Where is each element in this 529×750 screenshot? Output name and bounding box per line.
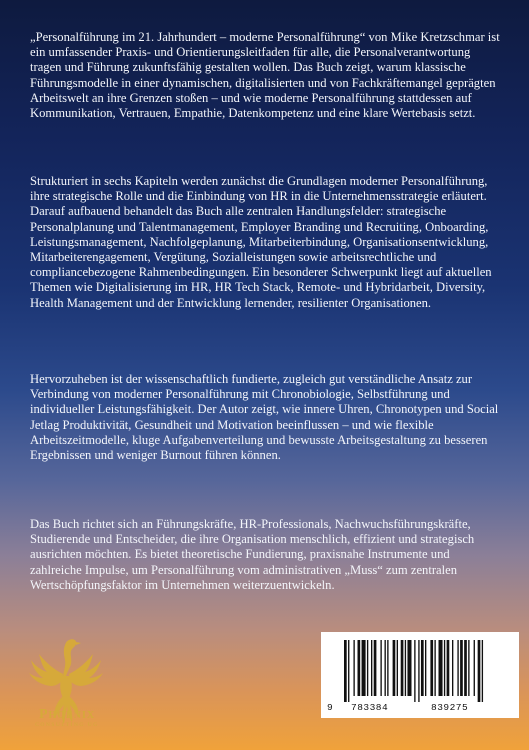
barcode-bar [405, 640, 406, 696]
barcode-bar [468, 640, 469, 696]
barcode-bar [474, 640, 475, 696]
barcode-bar [447, 640, 450, 696]
barcode-bar [460, 640, 463, 696]
barcode-bar [457, 640, 458, 696]
description-paragraph-4 [0, 517, 529, 593]
barcode-bar [439, 640, 443, 696]
barcode-bar [387, 640, 388, 696]
barcode-bar [407, 640, 411, 696]
barcode-bar [434, 640, 435, 696]
barcode-bar [380, 640, 381, 696]
barcode-bar [444, 640, 445, 696]
barcode-bar [397, 640, 398, 696]
description-paragraph-3 [0, 372, 529, 463]
barcode-bar [348, 640, 349, 702]
isbn-barcode [321, 632, 519, 718]
publisher-name: Phoenix [38, 707, 96, 722]
barcode-bar [393, 640, 396, 696]
barcode-bar [425, 640, 426, 696]
barcode-bar [418, 640, 419, 702]
barcode-bar [358, 640, 361, 696]
barcode-bar [401, 640, 404, 696]
barcode-group-left: 783384 [351, 702, 389, 713]
barcode-bar [385, 640, 386, 696]
barcode-bar [452, 640, 453, 696]
paragraph-text: Das Buch richtet sich an Führungskräfte, HR-Professionals, Nachwuchsführungskräfte, Studierende und Entscheider, die ihre Organisation menschlich, effizient und strategisch ausrichten möchten. Es bietet theoretische Fundierung, praxisnahe Instrumente und zahlreiche Impulse, um Personalführung vom administrativen „Muss“ zum zentralen Wertschöpfungsfaktor im Unternehmen weiterzuentwickeln. [30, 517, 475, 592]
barcode-digit-first: 9 [327, 702, 334, 713]
paragraph-text: „Personalführung im 21. Jahrhundert – moderne Personalführung“ von Mike Kretzschmar ist ein umfassender Praxis- und Orientierungsleitfaden für alle, die Personalverantwortung tragen und Führung zukunftsfähig gestalten wollen. Das Buch zeigt, warum klassische Führungsmodelle in einer dynamischen, digitalisierten und von Fachkräftemangel geprägten Arbeitswelt an ihre Grenzen stoßen – und wie moderne Personalführung stattdessen auf Kommunikation, Vertrauen, Empathie, Datenkompetenz und eine klare Wertebasis setzt. [30, 30, 500, 121]
barcode-bar [344, 640, 347, 702]
barcode-bar [374, 640, 377, 696]
barcode-bar [421, 640, 424, 696]
barcode-bar [367, 640, 368, 696]
barcode-group-right: 839275 [431, 702, 469, 713]
description-paragraph-1 [0, 30, 529, 121]
description-paragraph-2 [0, 174, 529, 311]
barcode-bar [482, 640, 483, 702]
publisher-logo-text [18, 707, 116, 728]
barcode-bar [414, 640, 415, 702]
barcode-bars [330, 640, 510, 702]
paragraph-text: Strukturiert in sechs Kapiteln werden zunächst die Grundlagen moderner Personalführung, ihre strategische Rolle und die Einbindung von HR in die Unternehmensstrategie erläutert. Darauf aufbauend behandelt das Buch alle zentralen Handlungsfelder: strategische Personalplanung und Talentmanagement, Employer Branding und Recruiting, Onboarding, Leistungsmanagement, Nachfolgeplanung, Mitarbeiterbindung, Organisationsentwicklung, Mitarbeiterengagement, Vergütung, Sozialleistungen sowie arbeitsrechtliche und compliancebezogene Rahmenbedingungen. Ein besonderer Schwerpunkt liegt auf aktuellen Themen wie Digitalisierung im HR, HR Tech Stack, Remote- und Hybridarbeit, Diversity, Health Management und der Entwicklung lernender, resilienter Organisationen. [30, 174, 492, 310]
barcode-bar [353, 640, 354, 696]
paragraph-text: Hervorzuheben ist der wissenschaftlich fundierte, zugleich gut verständliche Ansatz zur Verbindung von moderner Personalführung mit Chronobiologie, Selbstführung und individueller Leistungsfähigkeit. Der Autor zeigt, wie innere Uhren, Chronotypen und Social Jetlag Produktivität, Gesundheit und Motivation beeinflussen – und wie flexible Arbeitszeitmodelle, kluge Aufgabenverteilung und bewusste Arbeitsgestaltung zu besseren Ergebnissen und weniger Burnout führen können. [30, 372, 499, 463]
barcode-bar [478, 640, 481, 702]
barcode-bar [362, 640, 366, 696]
publisher-subtitle: CONSULTING UG [35, 722, 99, 728]
barcode-bar [371, 640, 372, 696]
barcode-bar [430, 640, 433, 696]
barcode-bar [464, 640, 467, 696]
